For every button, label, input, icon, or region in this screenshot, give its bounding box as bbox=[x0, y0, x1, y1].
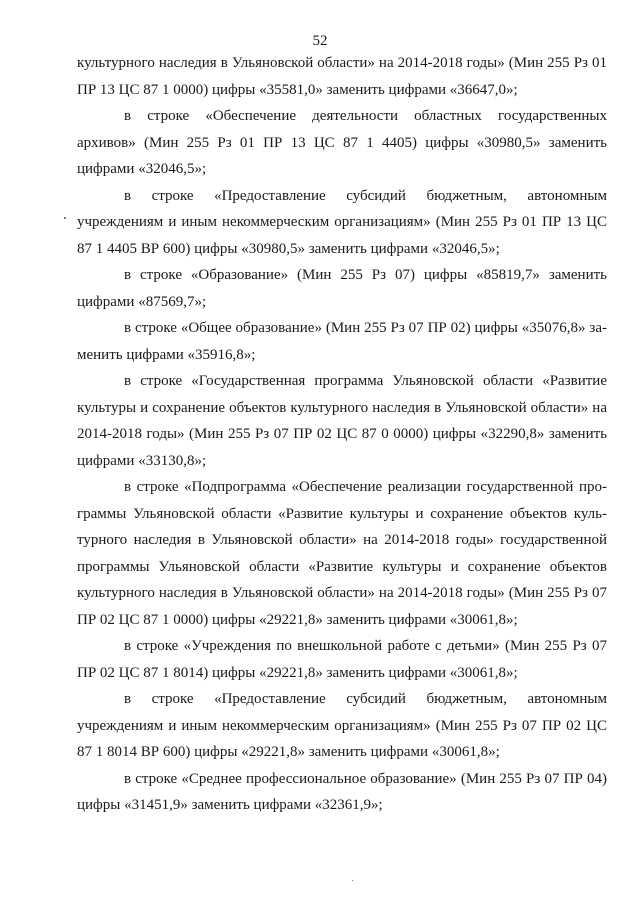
paragraph-10: в строке «Среднее профессиональное образование» (Мин 255 Рз 07 ПР 04) цифры «31451,9» заменить цифрами «32361,9»; bbox=[77, 770, 607, 813]
paragraph-5: в строке «Общее образование» (Мин 255 Рз 07 ПР 02) цифры «35076,8» заменить цифрами «35916,8»; bbox=[77, 320, 607, 363]
paragraph-9: в строке «Предоставление субсидий бюджетным, автономным учреждениям и иным некоммерческим организациям» (Мин 255 Рз 07 ПР 02 ЦС 87 1 8014 ВР 600) цифры «29221,8» заменить цифрами «30061,8»; bbox=[77, 691, 607, 760]
document-body bbox=[77, 50, 607, 819]
paragraph-6: в строке «Государственная программа Ульяновской области «Развитие культуры и сохранение объектов культурного наследия в Ульяновской области» на 2014-2018 годы» (Мин 255 Рз 07 ПР 02 ЦС 87 0 0000) цифры «32290,8» заменить цифрами «33130,8»; bbox=[77, 373, 607, 469]
page-number: 52 bbox=[312, 33, 328, 49]
scan-speck bbox=[64, 217, 66, 219]
paragraph-3: в строке «Предоставление субсидий бюджетным, автономным учреждениям и иным некоммерческим организациям» (Мин 255 Рз 01 ПР 13 ЦС 87 1 4405 ВР 600) цифры «30980,5» заменить цифрами «32046,5»; bbox=[77, 187, 607, 257]
paragraph-7: в строке «Подпрограмма «Обеспечение реализации государственной программы Ульяновской области «Развитие культуры и сохранение объектов культурного наследия в Ульяновской области» на 2014-2018 годы» государственной программы Ульяновской области «Развитие культуры и сохранение объектов культурного наследия в Ульяновской области» на 2014-2018 годы» (Мин 255 Рз 07 ПР 02 ЦС 87 1 0000) цифры «29221,8» заменить цифрами «30061,8»; bbox=[77, 479, 607, 628]
paragraph-1: культурного наследия в Ульяновской области» на 2014-2018 годы» (Мин 255 Рз 01 ПР 13 ЦС 87 1 0000) цифры «35581,0» заменить цифрами «36647,0»; bbox=[77, 55, 607, 98]
paragraph-8: в строке «Учреждения по внешкольной работе с детьми» (Мин 255 Рз 07 ПР 02 ЦС 87 1 8014) цифры «29221,8» заменить цифрами «30061,8»; bbox=[77, 638, 607, 681]
scan-speck bbox=[352, 880, 353, 881]
paragraph-4: в строке «Образование» (Мин 255 Рз 07) цифры «85819,7» заменить цифрами «87569,7»; bbox=[77, 267, 607, 310]
paragraph-2: в строке «Обеспечение деятельности областных государственных архивов» (Мин 255 Рз 01 ПР 13 ЦС 87 1 4405) цифры «30980,5» заменить цифрами «32046,5»; bbox=[77, 108, 607, 177]
